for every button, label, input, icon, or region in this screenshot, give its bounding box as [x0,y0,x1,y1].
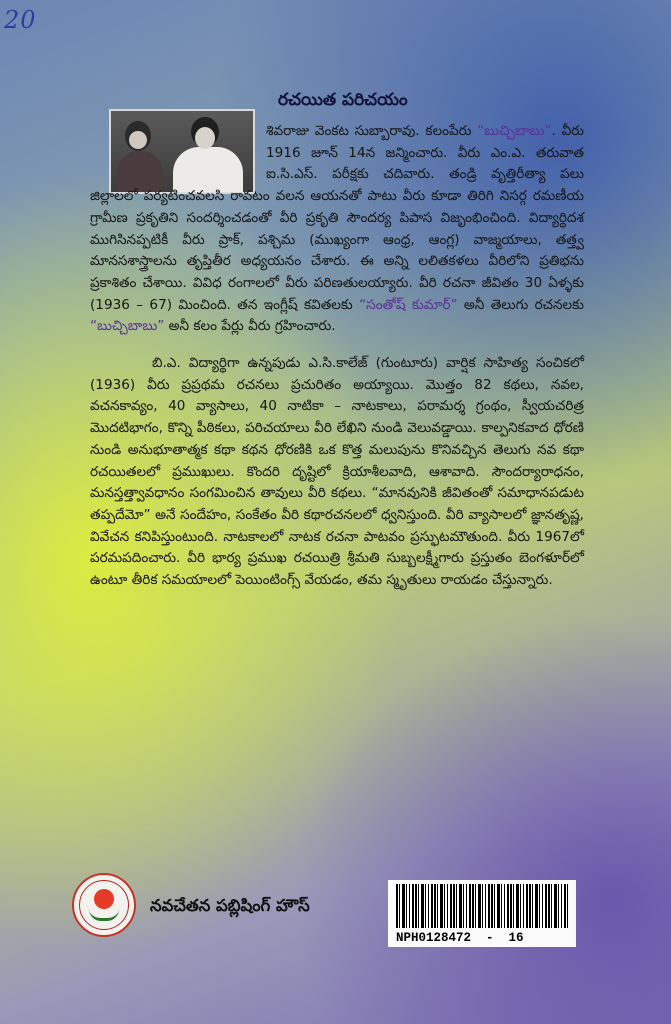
english-pen-name: “సంతోష్ కుమార్” [359,296,458,313]
bio-p1-part1: శివరాజు వెంకట సుబ్బారావు. కలంపేరు [266,123,478,139]
bio-p1-part4: అనీ కలం పేర్లు వీరు గ్రహించారు. [164,318,336,335]
bio-p1-part3: అనీ తెలుగు రచనలకు [457,296,584,313]
publisher-name: నవచేతన పబ్లిషింగ్ హౌస్ [150,896,310,915]
page-number: 20 [4,6,37,34]
bio-title: రచయిత పరిచయం [278,90,408,110]
bio-paragraph-1 [90,121,584,338]
bio-body [90,121,584,592]
barcode [388,880,576,947]
pen-name: “బుచ్చిబాబు” [477,123,552,139]
barcode-bars [396,884,568,928]
bio-p1-part2: . వీరు 1916 జూన్ 14న జన్మించారు. వీరు ఎం.ఎ. తరువాత ఐ.సి.ఎస్. పరీక్షకు చదివారు. తండ్రి వృత్తిరీత్యా పలు జిల్లాలలో పర్యటించవలసి రావటం వలన ఆయనతో పాటు వీరు కూడా తిరిగి నిసర్గ రమణీయ గ్రామీణ ప్రకృతిని సందర్శించడంతో వీరి ప్రకృతి సౌందర్య పిపాస విజృంభించింది. విద్యార్థిదశ ముగిసినప్పటికీ వీరు ప్రాక్, పశ్చిమ (ముఖ్యంగా ఆంధ్ర, ఆంగ్ల) వాజ్మయాలు, తత్త్వ మానసశాస్త్రాలను తృప్తితీర అధ్యయనం చేశారు. ఈ అన్ని లలితకళలు వీరిలోని ప్రతిభను ప్రకాశితం చేశాయి. వివిధ రంగాలలో వీరు పరిణతులయ్యారు. వీరి రచనా జీవితం 30 ఏళ్ళకు (1936 – 67) మించింది. తన ఇంగ్లీష్ కవితలకు [90,123,584,313]
photo-text-wrap [90,121,266,185]
telugu-pen-name: “బుచ్చిబాబు” [90,318,165,335]
publisher-logo-icon [72,873,136,937]
barcode-code: NPH0128472 - 16 [396,931,524,945]
bio-paragraph-2: బి.ఎ. విద్యార్థిగా ఉన్నపుడు ఎ.సి.కాలేజ్ (గుంటూరు) వార్షిక సాహిత్య సంచికలో (1936) వీరు ప్రప్రథమ రచనలు ప్రచురితం అయ్యాయి. మొత్తం 82 కథలు, నవల, వచనకావ్యం, 40 వ్యాసాలు, 40 నాటికా – నాటకాలు, పరామర్శ గ్రంథం, స్వీయచరిత్ర మొదటిభాగం, కొన్ని పీఠికలు, పరిచయాలు వీరి లేఖిని నుండి వెలువడ్డాయి. కాల్పనికవాద ధోరణి నుండి అనుభూతాత్మక కథా కథన ధోరణికి ఒక కొత్త మలుపును కొనివచ్చిన తెలుగు నవ కథా రచయితలలో ప్రముఖులు. కొందరి దృష్టిలో క్రియాశీలవాది, ఆశావాది. సౌందర్యారాధనం, మనస్తత్త్వావధానం సంగమించిన తావులు వీరి కథలు. “మానవునికి జీవితంతో సమాధానపడుట తప్పదేమో” అనే సందేహం, సంకేతం వీరి కథారచనలలో ధ్వనిస్తుంది. వీరి వ్యాసాలలో జ్ఞానతృష్ణ, వివేచన కనిపిస్తుంటుంది. నాటకాలలో నాటక రచనా పాటవం ప్రస్ఫుటమౌతుంది. వీరు 1967లో పరమపదించారు. వీరి భార్య ప్రముఖ రచయిత్రి శ్రీమతి సుబ్బలక్ష్మీగారు ప్రస్తుతం బెంగళూర్‌లో ఉంటూ తీరిక సమయాలలో పెయింటింగ్స్ వేయడం, తమ స్మృతులు రాయడం చేస్తున్నారు. [90,355,584,589]
logo-sun [94,889,114,909]
